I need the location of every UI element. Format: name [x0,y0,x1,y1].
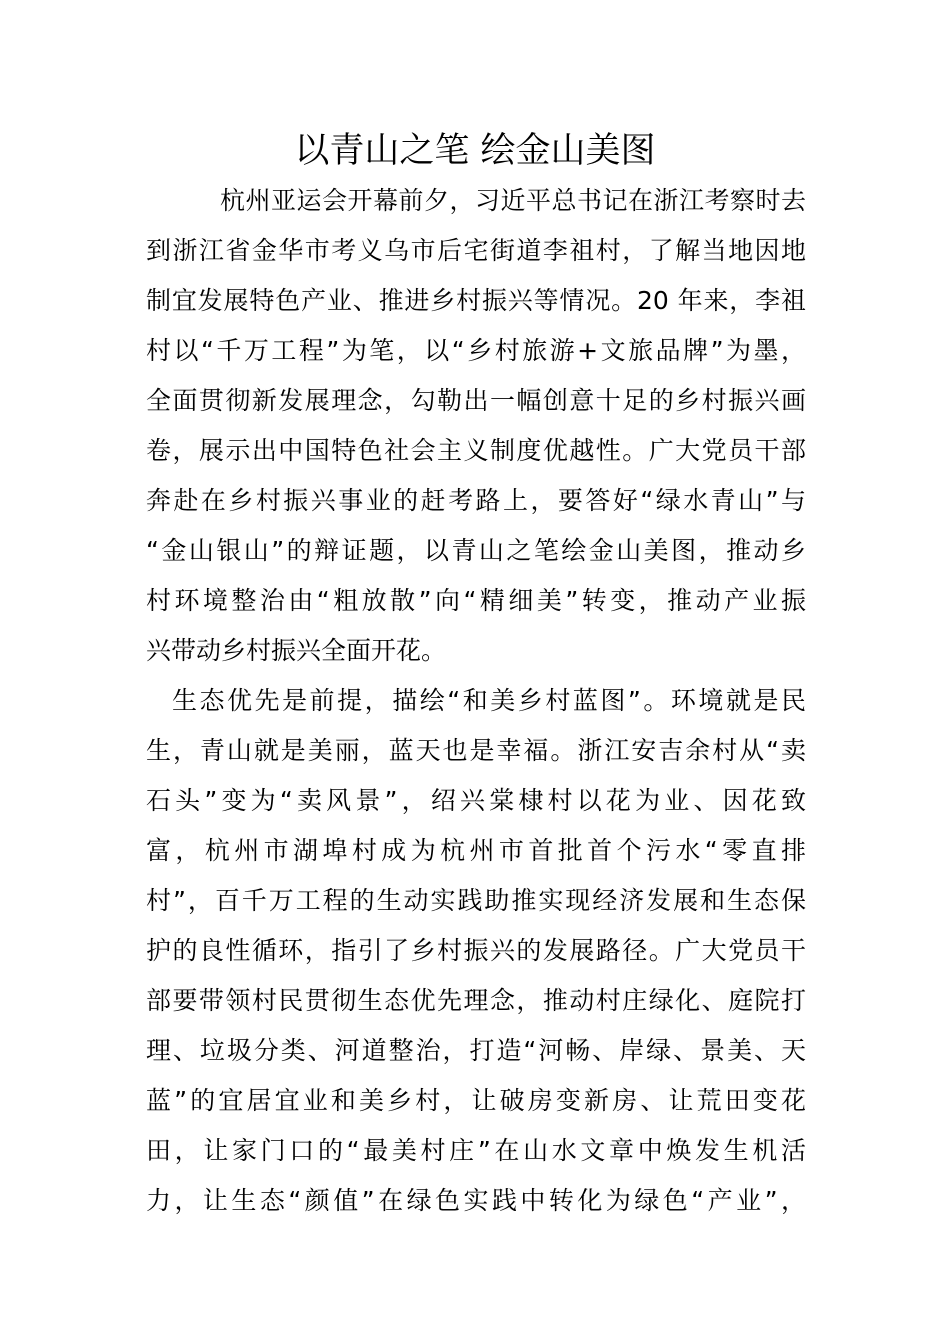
text-line: 田，让家门口的“最美村庄”在山水文章中焕发生机活 [146,1136,806,1165]
text-line: 理、垃圾分类、河道整治，打造“河畅、岸绿、景美、天 [146,1036,806,1065]
text-line: 村”，百千万工程的生动实践助推实现经济发展和生态保 [146,886,806,915]
text-line: 村环境整治由“粗放散”向“精细美”转变，推动产业振 [146,586,806,615]
text-line: 护的良性循环，指引了乡村振兴的发展路径。广大党员干 [146,936,806,965]
text-line: 力，让生态“颜值”在绿色实践中转化为绿色“产业”， [146,1186,806,1215]
text-line: 全面贯彻新发展理念，勾勒出一幅创意十足的乡村振兴画 [146,386,806,415]
text-line: 石头”变为“卖风景”，绍兴棠棣村以花为业、因花致 [146,786,806,815]
text-line: 卷，展示出中国特色社会主义制度优越性。广大党员干部 [146,436,806,465]
text-line: 村以“千万工程”为笔，以“乡村旅游+文旅品牌”为墨， [146,336,806,365]
document-title: 以青山之笔 绘金山美图 [294,131,656,171]
text-line: 富，杭州市湖埠村成为杭州市首批首个污水“零直排 [146,836,806,865]
text-line: 兴带动乡村振兴全面开花。 [146,636,447,665]
text-line: 生，青山就是美丽，蓝天也是幸福。浙江安吉余村从“卖 [146,736,806,765]
text-line: 生态优先是前提，描绘“和美乡村蓝图”。环境就是民 [172,686,806,715]
text-line: 制宜发展特色产业、推进乡村振兴等情况。20 年来，李祖 [146,286,806,315]
text-line: 杭州亚运会开幕前夕，习近平总书记在浙江考察时去 [220,186,806,215]
text-line: “金山银山”的辩证题，以青山之笔绘金山美图，推动乡 [146,536,806,565]
text-line: 部要带领村民贯彻生态优先理念，推动村庄绿化、庭院打 [146,986,806,1015]
text-line: 奔赴在乡村振兴事业的赶考路上，要答好“绿水青山”与 [146,486,806,515]
text-line: 蓝”的宜居宜业和美乡村，让破房变新房、让荒田变花 [146,1086,806,1115]
text-line: 到浙江省金华市考义乌市后宅街道李祖村，了解当地因地 [146,236,806,265]
